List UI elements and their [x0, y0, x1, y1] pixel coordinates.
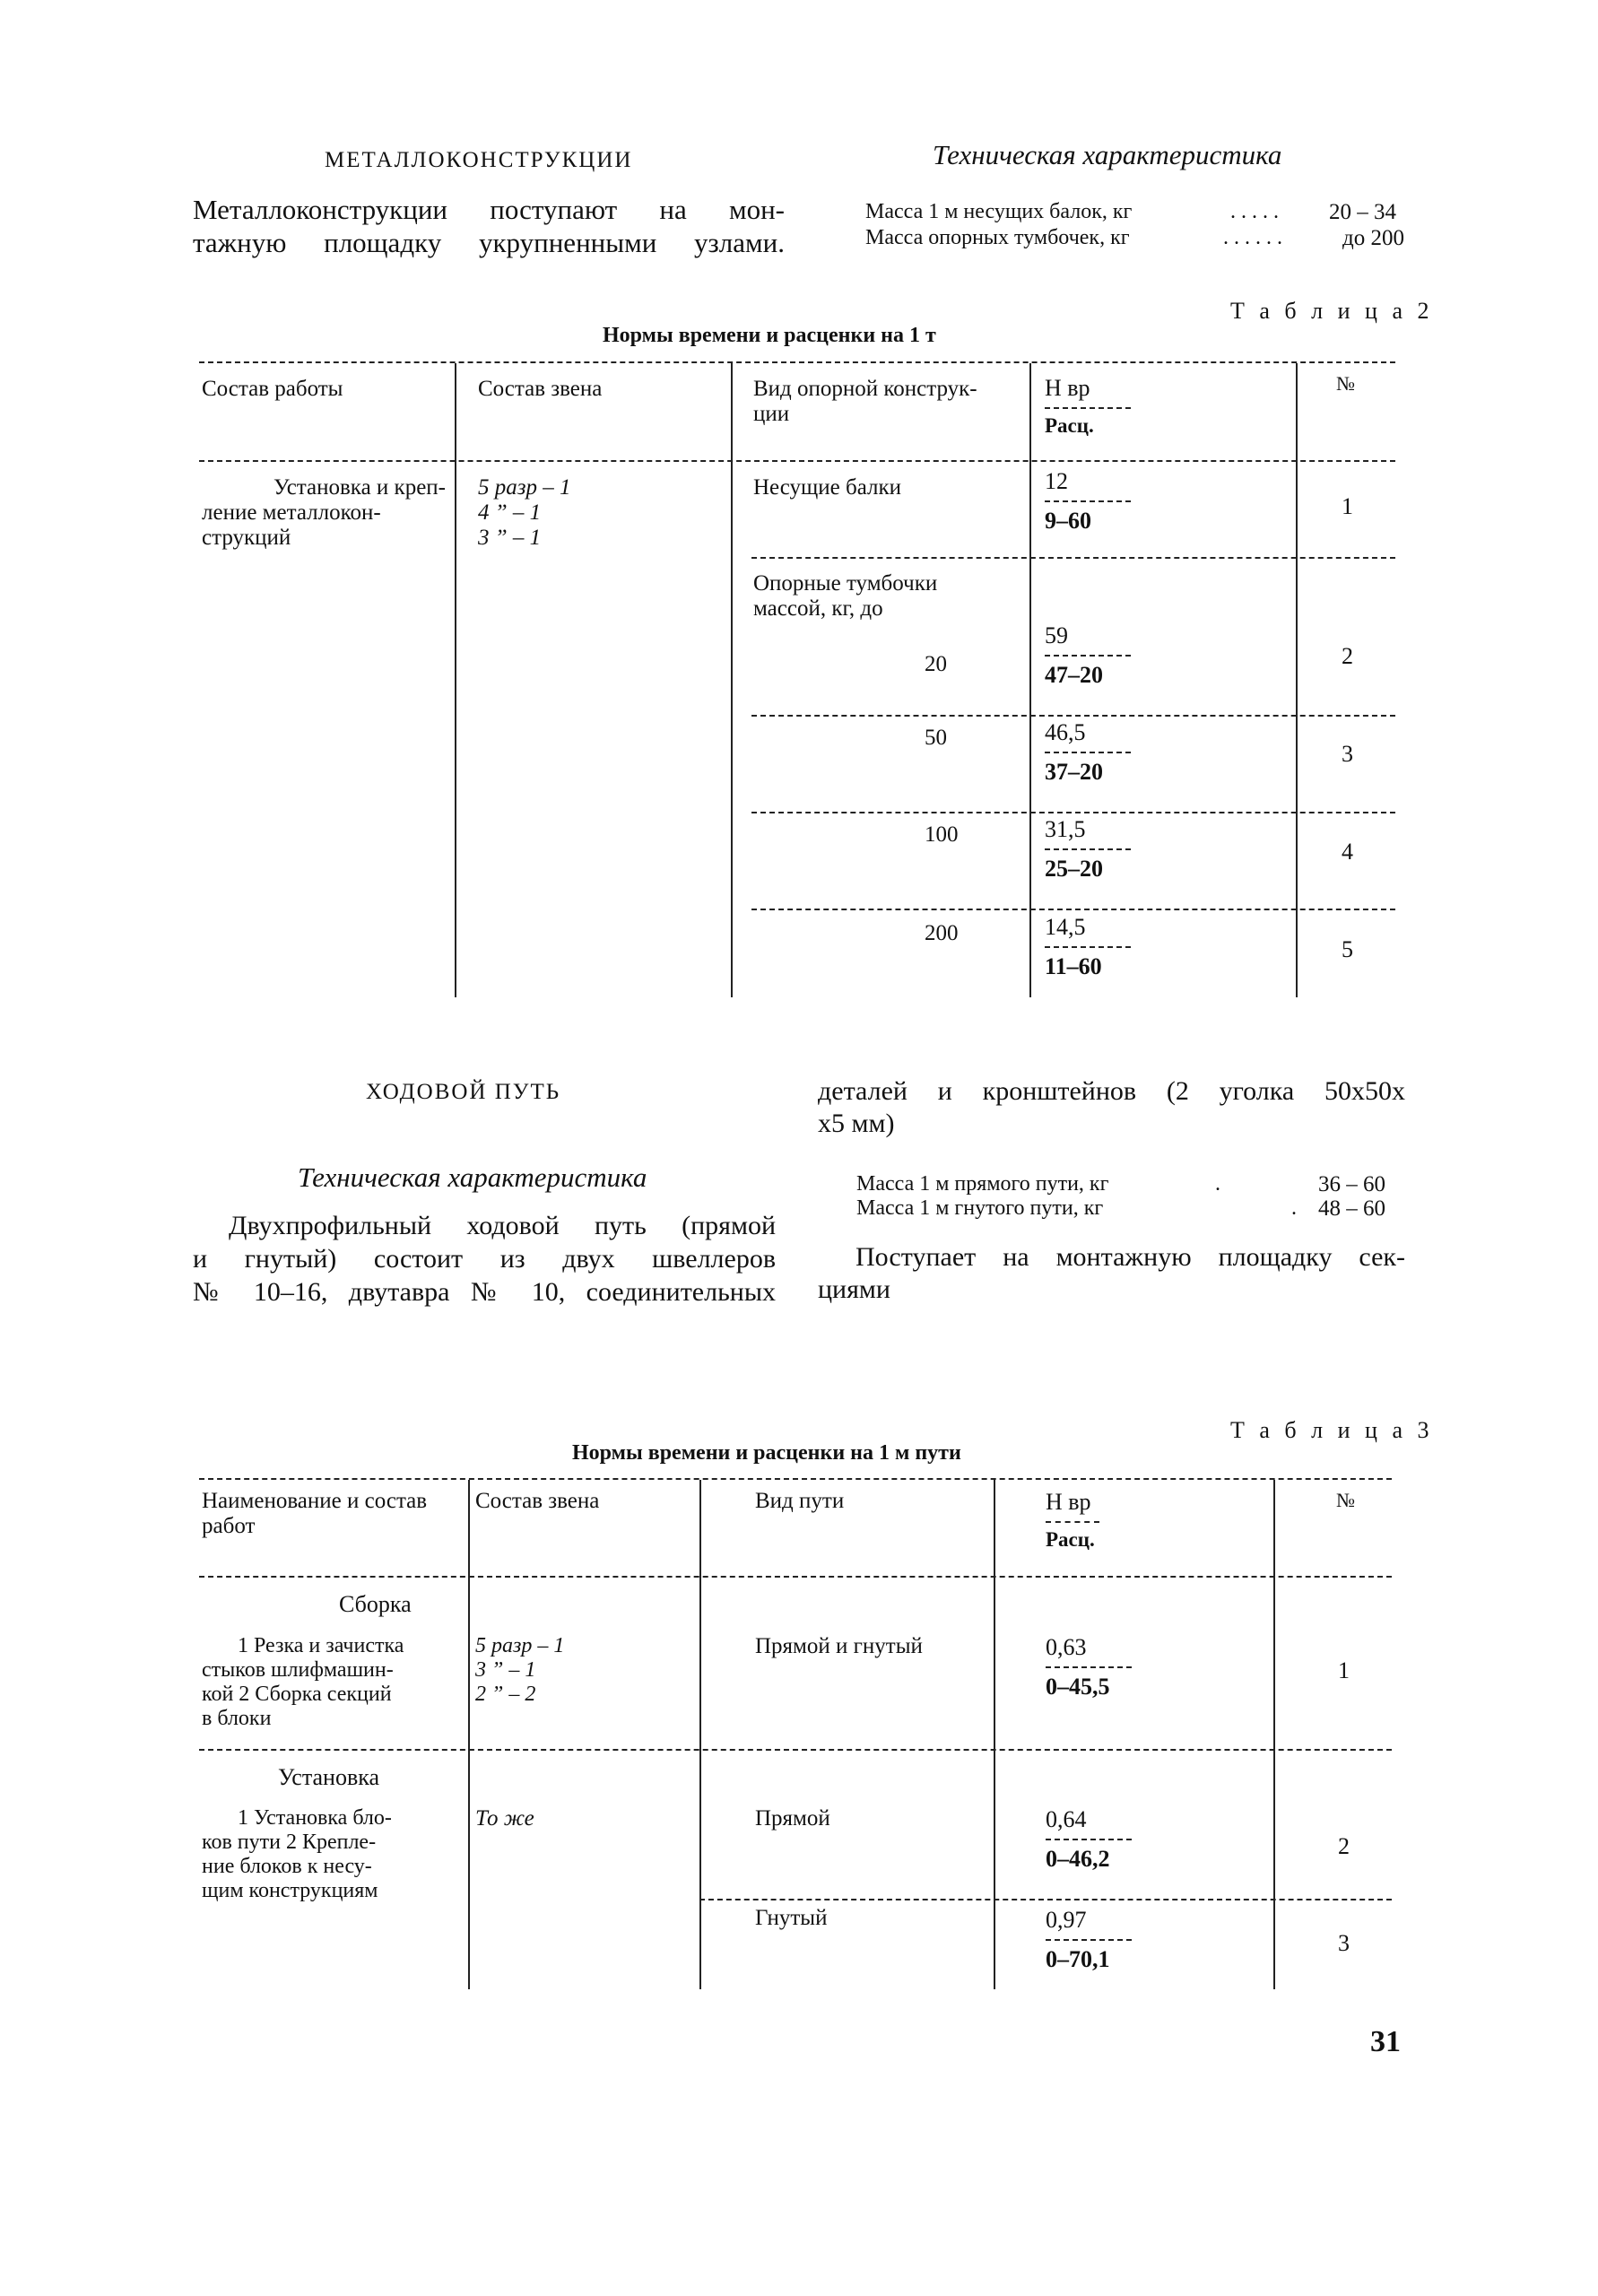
work-line: ление металлокон-: [202, 500, 381, 525]
track-spec1-dots: .: [1215, 1172, 1220, 1196]
spec2-value: до 200: [1342, 226, 1404, 250]
row-number: 3: [1342, 741, 1353, 767]
header-hvr-rate: [1046, 1489, 1144, 1552]
body-line: Поступает на монтажную площадку сек-: [855, 1242, 1405, 1272]
header-work: Состав работы: [202, 377, 343, 401]
work-line: 1 Резка и зачистка: [238, 1634, 404, 1657]
table-column-divider: [994, 1480, 995, 1989]
norm-value: 0,64: [1046, 1806, 1087, 1832]
norm-rate-cell: [1045, 914, 1143, 980]
rate-value: 25–20: [1045, 856, 1103, 882]
spec1-label: Масса 1 м несущих балок, кг: [865, 200, 1133, 223]
body-line: Металлоконструкции поступают на мон-: [193, 194, 785, 225]
table-column-divider: [1296, 363, 1298, 997]
norm-rate-cell: [1045, 468, 1143, 535]
norm-rate-cell: [1045, 816, 1143, 883]
table-rule: [751, 715, 1395, 717]
rate-value: 47–20: [1045, 662, 1103, 688]
table-column-divider: [1273, 1480, 1275, 1989]
norm-value: 59: [1045, 622, 1068, 648]
group-work-installation: [202, 1806, 462, 1903]
body-line: и гнутый) состоит из двух швеллеров: [193, 1244, 776, 1274]
table-label: Т а б л и ц а 3: [1230, 1417, 1434, 1443]
norm-value: 12: [1045, 468, 1068, 494]
table-rule: [751, 909, 1395, 910]
row-number: 1: [1338, 1657, 1350, 1683]
work-line: кой 2 Сборка секций: [202, 1683, 392, 1706]
body-line: Двухпрофильный ходовой путь (прямой: [229, 1211, 776, 1240]
type-line: массой, кг, до: [753, 596, 883, 621]
track-delivery: [818, 1241, 1405, 1306]
track-spec1-label: Масса 1 м прямого пути, кг: [856, 1172, 1109, 1196]
table-rule: [751, 557, 1395, 559]
type-straight: Прямой: [755, 1806, 830, 1831]
fraction-rule: [1046, 1521, 1099, 1523]
track-spec2-label: Масса 1 м гнутого пути, кг: [856, 1196, 1104, 1220]
spec1-value: 20 – 34: [1329, 200, 1396, 224]
row-number: 2: [1338, 1833, 1350, 1859]
header-work-line: Наименование и состав: [202, 1489, 428, 1513]
rate-value: 0–70,1: [1046, 1946, 1110, 1972]
norm-rate-cell: [1045, 622, 1143, 689]
group-crew-assembly: [475, 1634, 564, 1707]
crew-line: 4 ” – 1: [478, 500, 542, 525]
fraction-rule: [1045, 407, 1131, 409]
spec2-label: Масса опорных тумбочек, кг: [865, 226, 1130, 249]
fraction-rule: [1045, 655, 1131, 657]
table-title: Нормы времени и расценки на 1 т: [603, 324, 936, 347]
spec1-dots: . . . . .: [1230, 200, 1279, 223]
track-spec2-dots: .: [1291, 1196, 1297, 1220]
row-number: 2: [1342, 643, 1353, 669]
crew-line: 5 разр – 1: [478, 475, 571, 500]
row-number: 3: [1338, 1930, 1350, 1956]
crew-composition: [478, 475, 571, 551]
type-line: Опорные тумбочки: [753, 571, 938, 596]
crew-line: 2 ” – 2: [475, 1683, 536, 1706]
body-line: циями: [818, 1274, 890, 1304]
table-column-divider: [699, 1480, 701, 1989]
row-number: 5: [1342, 936, 1353, 962]
rate-value: 9–60: [1045, 508, 1091, 534]
header-rate: Расц.: [1045, 414, 1094, 437]
fraction-rule: [1045, 946, 1131, 948]
mass-cell: 50: [925, 726, 947, 750]
type-beams: Несущие балки: [753, 475, 902, 500]
norm-value: 46,5: [1045, 719, 1086, 745]
track-description-left: [193, 1209, 776, 1309]
section-heading-metal: МЕТАЛЛОКОНСТРУКЦИИ: [325, 148, 633, 172]
rate-value: 0–45,5: [1046, 1674, 1110, 1700]
body-line: x5 мм): [818, 1109, 895, 1138]
table-rule: [199, 1576, 1392, 1578]
rate-value: 37–20: [1045, 759, 1103, 785]
table-label: Т а б л и ц а 2: [1230, 298, 1434, 324]
header-crew: Состав звена: [475, 1489, 600, 1513]
header-work: [202, 1489, 427, 1539]
rate-value: 0–46,2: [1046, 1846, 1110, 1872]
fraction-rule: [1045, 500, 1131, 502]
table-column-divider: [455, 363, 456, 997]
norm-rate-cell: [1046, 1907, 1144, 1973]
table-rule: [199, 1749, 1392, 1751]
fraction-rule: [1045, 848, 1131, 850]
header-work-line: работ: [202, 1514, 256, 1538]
crew-line: 3 ” – 1: [478, 526, 542, 550]
norm-rate-cell: [1046, 1806, 1144, 1873]
section-body-metal: [193, 193, 785, 259]
spec2-dots: . . . . . .: [1223, 226, 1282, 249]
header-no: №: [1336, 1489, 1355, 1511]
body-line: тажную площадку укрупненными узлами.: [193, 227, 785, 258]
track-description-right: [818, 1075, 1405, 1140]
fraction-rule: [1046, 1666, 1132, 1668]
norm-value: 31,5: [1045, 816, 1086, 842]
rate-value: 11–60: [1045, 953, 1102, 979]
header-type-line: ции: [753, 402, 790, 426]
body-line: № 10–16, двутавра № 10, соединительных: [193, 1277, 776, 1307]
header-crew: Состав звена: [478, 377, 603, 401]
crew-line: 5 разр – 1: [475, 1634, 565, 1657]
row-number: 4: [1342, 839, 1353, 865]
table-column-divider: [731, 363, 733, 997]
work-line: стыков шлифмашин-: [202, 1658, 394, 1682]
row-number: 1: [1342, 493, 1353, 519]
norm-value: 0,63: [1046, 1634, 1087, 1660]
group-crew-installation: То же: [475, 1806, 534, 1831]
header-rate: Расц.: [1046, 1528, 1095, 1551]
type-bent: Гнутый: [755, 1906, 828, 1930]
norm-rate-cell: [1045, 719, 1143, 786]
fraction-rule: [1045, 752, 1131, 753]
track-spec1-value: 36 – 60: [1318, 1172, 1385, 1196]
header-type: Вид пути: [755, 1489, 845, 1513]
page-number: 31: [1370, 2025, 1401, 2058]
header-hvr-rate: [1045, 375, 1143, 438]
mass-cell: 200: [925, 921, 959, 945]
norm-value: 0,97: [1046, 1907, 1087, 1933]
tech-heading-2: Техническая характеристика: [298, 1161, 647, 1193]
norm-rate-cell: [1046, 1634, 1144, 1700]
fraction-rule: [1046, 1839, 1132, 1840]
work-line: щим конструкциям: [202, 1879, 378, 1902]
table-rule: [199, 460, 1395, 462]
work-line: ние блоков к несу-: [202, 1855, 372, 1878]
track-spec2-value: 48 – 60: [1318, 1196, 1385, 1221]
group-title-installation: Установка: [278, 1764, 380, 1790]
header-hvr: Н вр: [1046, 1489, 1091, 1515]
work-line: ков пути 2 Крепле-: [202, 1831, 377, 1854]
fraction-rule: [1046, 1939, 1132, 1941]
type-straight-and-bent: Прямой и гнутый: [755, 1634, 923, 1658]
group-title-assembly: Сборка: [339, 1591, 412, 1617]
mass-cell: 100: [925, 822, 959, 847]
table-rule: [699, 1899, 1392, 1900]
group-work-assembly: [202, 1634, 462, 1731]
header-no: №: [1336, 372, 1355, 395]
type-stands: [753, 571, 937, 622]
table-rule: [199, 1478, 1392, 1480]
crew-line: 3 ” – 1: [475, 1658, 536, 1682]
mass-cell: 20: [925, 652, 947, 676]
body-line: деталей и кронштейнов (2 уголка 50x50x: [818, 1076, 1405, 1106]
work-line: Установка и креп-: [274, 475, 446, 500]
work-line: струкций: [202, 526, 291, 550]
header-hvr: Н вр: [1045, 375, 1090, 401]
table-title: Нормы времени и расценки на 1 м пути: [572, 1441, 961, 1465]
work-description: [202, 475, 453, 551]
work-line: 1 Установка бло-: [238, 1806, 392, 1830]
work-line: в блоки: [202, 1707, 272, 1730]
table-rule: [751, 812, 1395, 813]
section-heading-track: ХОДОВОЙ ПУТЬ: [366, 1080, 561, 1104]
header-type-line: Вид опорной конструк-: [753, 377, 977, 401]
table-column-divider: [1029, 363, 1031, 997]
tech-heading-1: Техническая характеристика: [933, 139, 1282, 170]
header-type: [753, 377, 977, 427]
table-rule: [199, 361, 1395, 363]
norm-value: 14,5: [1045, 914, 1086, 940]
table-column-divider: [468, 1480, 470, 1989]
